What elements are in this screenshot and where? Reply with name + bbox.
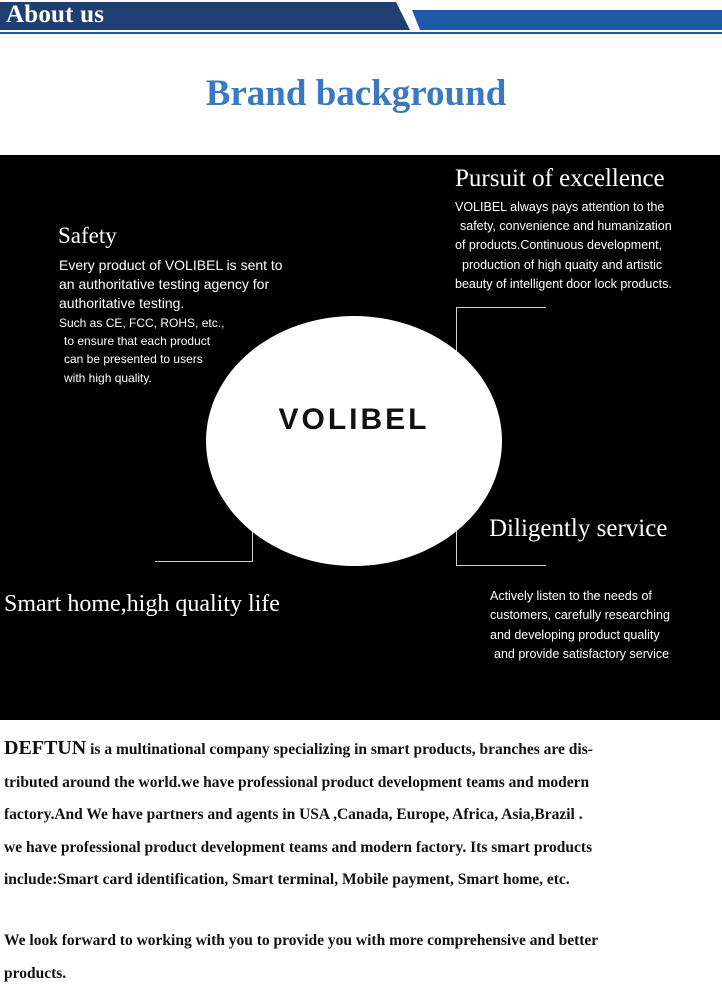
company-name: DEFTUN [4,737,87,759]
brand-background-title: Brand background [205,73,507,114]
logo-circle [206,316,502,566]
slogan: Smart home,high quality life [4,591,280,617]
safety-line-1: Every product of VOLIBEL is sent to [59,257,283,273]
service-line-2: customers, carefully researching [490,608,670,622]
header-divider [0,32,722,34]
excellence-line-4: production of high quaity and artistic [462,258,663,272]
safety-subline-3: can be presented to users [64,352,203,366]
section-header [0,0,722,40]
service-line-4: and provide satisfactory service [494,647,670,661]
service-heading: Diligently service [489,515,668,542]
description-line-5: include:Smart card identification, Smart terminal, Mobile payment, Smart home, etc. [4,871,570,888]
safety-heading: Safety [58,223,117,248]
connector-line-bottomright [456,527,457,565]
service-line-3: and developing product quality [490,628,660,642]
closing-line-2: products. [4,964,67,982]
company-description [4,732,716,897]
volibel-logo: VOLIBEL [278,403,430,436]
description-line-2: tributed around the world.we have professional product development teams and modern [4,773,590,791]
connector-line-bottomright-h [456,565,546,566]
connector-line-topright [456,307,457,352]
connector-line-left-h [155,561,253,562]
closing-line-1: We look forward to working with you to provide you with more comprehensive and better [4,932,599,949]
excellence-line-1: VOLIBEL always pays attention to the [455,200,665,214]
section-title: About us [6,1,105,28]
safety-subline-1: Such as CE, FCC, ROHS, etc., [59,316,225,330]
description-line-3: factory.And We have partners and agents in USA ,Canada, Europe, Africa, Asia,Brazil . [4,806,583,823]
header-accent-bar [412,10,722,30]
excellence-line-5: beauty of intelligent door lock products. [455,277,672,291]
safety-subline-2: to ensure that each product [64,334,211,348]
excellence-line-2: safety, convenience and humanization [460,219,672,233]
brand-panel [0,155,720,720]
service-line-1: Actively listen to the needs of [490,589,652,603]
connector-line-topright-h [456,307,546,308]
excellence-line-3: of products.Continuous development, [455,238,663,252]
safety-subline-4: with high quality. [64,371,152,385]
closing-paragraph [4,925,716,990]
excellence-heading: Pursuit of excellence [455,165,665,192]
safety-line-3: authoritative testing. [59,295,185,311]
description-line-1 [4,732,716,767]
safety-line-2: an authoritative testing agency for [59,276,270,292]
description-line-4: we have professional product development teams and modern factory. Its smart products [4,838,593,856]
description-line-1-text: is a multinational company specializing in smart products, branches are dis- [86,741,593,758]
